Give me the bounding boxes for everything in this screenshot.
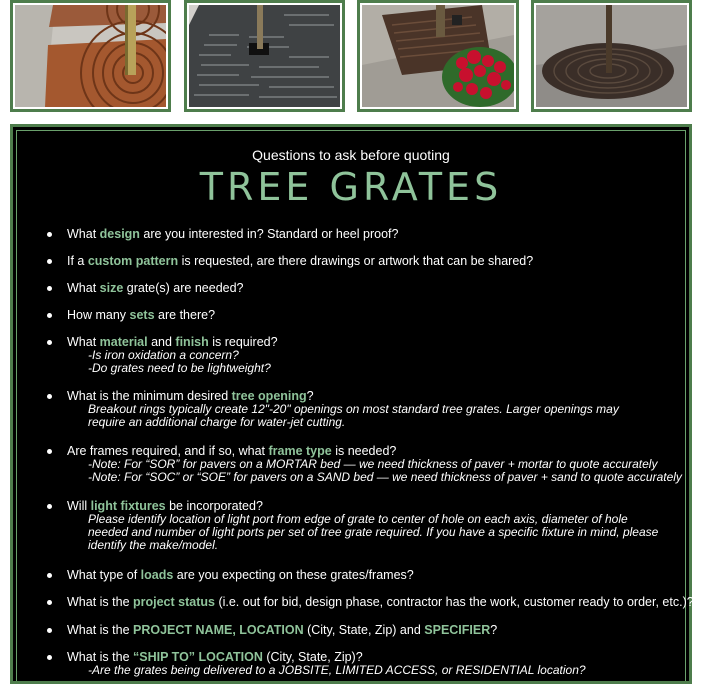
- bullet-icon: [47, 628, 52, 633]
- highlight: light fixtures: [90, 499, 166, 513]
- photo-cobble-circle-grate: [531, 0, 692, 112]
- sub-note: -Note: For “SOR” for pavers on a MORTAR bed — we need thickness of paver + mortar to quote accurately: [88, 457, 658, 471]
- highlight: size: [99, 281, 124, 295]
- sub-note: needed and number of light ports per set of tree grate required. If you have a specific fixture in mind, please: [88, 525, 659, 539]
- highlight: material: [99, 335, 148, 349]
- bullet-icon: [47, 259, 52, 264]
- highlight: design: [99, 227, 140, 241]
- highlight: loads: [140, 568, 174, 582]
- questions-panel: Questions to ask before quoting TREE GRATES What design are you interested in? Standard or heel proof? If a custom pattern is requested, are there drawings or artwork that can be shared? What size grate(s) are needed? How many sets are there? What material and finish is required? -Is iron oxidation a concern? -Do grates need to be lightweight? What is the minimum desired tree opening? Breakout rings typically create 12"-20" openings on most standard tree grates. Larger openings may require an additional charge for water-jet cutting. Are frames required, and if so, what frame type is needed? -Note: For “SOR” for pavers on a MORTAR bed — we need thickness of paver + mortar to quote accurately -Note: For “SOC” or “SOE” for pavers on a SAND bed — we need thickness of paver + sand to quote accurately Will light fixtures be incorporated? Please identify location of light port from edge of grate to center of hole on each axis, diameter of hole needed and number of light ports per set of tree grate required. If you have a specific fixture in mind, please identify the make/model. What type of loads are you expecting on these grates/frames? What is the project status (i.e. out for bid, design phase, contractor has the work, customer ready to order, etc.)? What is the PROJECT NAME, LOCATION (City, State, Zip) and SPECIFIER? What is the “SHIP TO” LOCATION (City, State, Zip)? -Are the grates being delivered to a JOBSITE, LIMITED ACCESS, or RESIDENTIAL location?: [10, 124, 692, 684]
- highlight: SPECIFIER: [424, 623, 491, 637]
- highlight: PROJECT NAME, LOCATION: [133, 623, 304, 637]
- highlight: custom pattern: [87, 254, 179, 268]
- bullet-icon: [47, 573, 52, 578]
- photo-linear-dark-grate: [184, 0, 345, 112]
- bullet-icon: [47, 313, 52, 318]
- highlight: project status: [133, 595, 215, 609]
- highlight: tree opening: [231, 389, 307, 403]
- highlight: finish: [175, 335, 209, 349]
- bullet-icon: [47, 504, 52, 509]
- sub-note: identify the make/model.: [88, 538, 219, 552]
- panel-title: TREE GRATES: [199, 165, 503, 209]
- sub-note: -Are the grates being delivered to a JOBSITE, LIMITED ACCESS, or RESIDENTIAL location?: [88, 663, 586, 677]
- sub-note: -Note: For “SOC” or “SOE” for pavers on a SAND bed — we need thickness of paver + sand to quote accurately: [88, 470, 682, 484]
- bullet-icon: [47, 286, 52, 291]
- sub-note: -Is iron oxidation a concern?: [88, 348, 239, 362]
- bullet-icon: [47, 340, 52, 345]
- sub-note: -Do grates need to be lightweight?: [88, 361, 271, 375]
- bullet-icon: [47, 655, 52, 660]
- highlight: frame type: [268, 444, 332, 458]
- bullet-icon: [47, 394, 52, 399]
- sub-note: Please identify location of light port from edge of grate to center of hole on each axis, diameter of hole: [88, 512, 628, 526]
- highlight: sets: [129, 308, 155, 322]
- photo-grate-with-flowers: [357, 0, 519, 112]
- highlight: “SHIP TO” LOCATION: [133, 650, 263, 664]
- bullet-icon: [47, 600, 52, 605]
- bullet-icon: [47, 449, 52, 454]
- photo-strip: [0, 0, 702, 118]
- sub-note: Breakout rings typically create 12"-20" openings on most standard tree grates. Larger openings may: [88, 402, 619, 416]
- panel-subtitle: Questions to ask before quoting: [252, 147, 450, 163]
- photo-rust-radial-grate: [10, 0, 171, 112]
- bullet-icon: [47, 232, 52, 237]
- sub-note: require an additional charge for water-jet cutting.: [88, 415, 346, 429]
